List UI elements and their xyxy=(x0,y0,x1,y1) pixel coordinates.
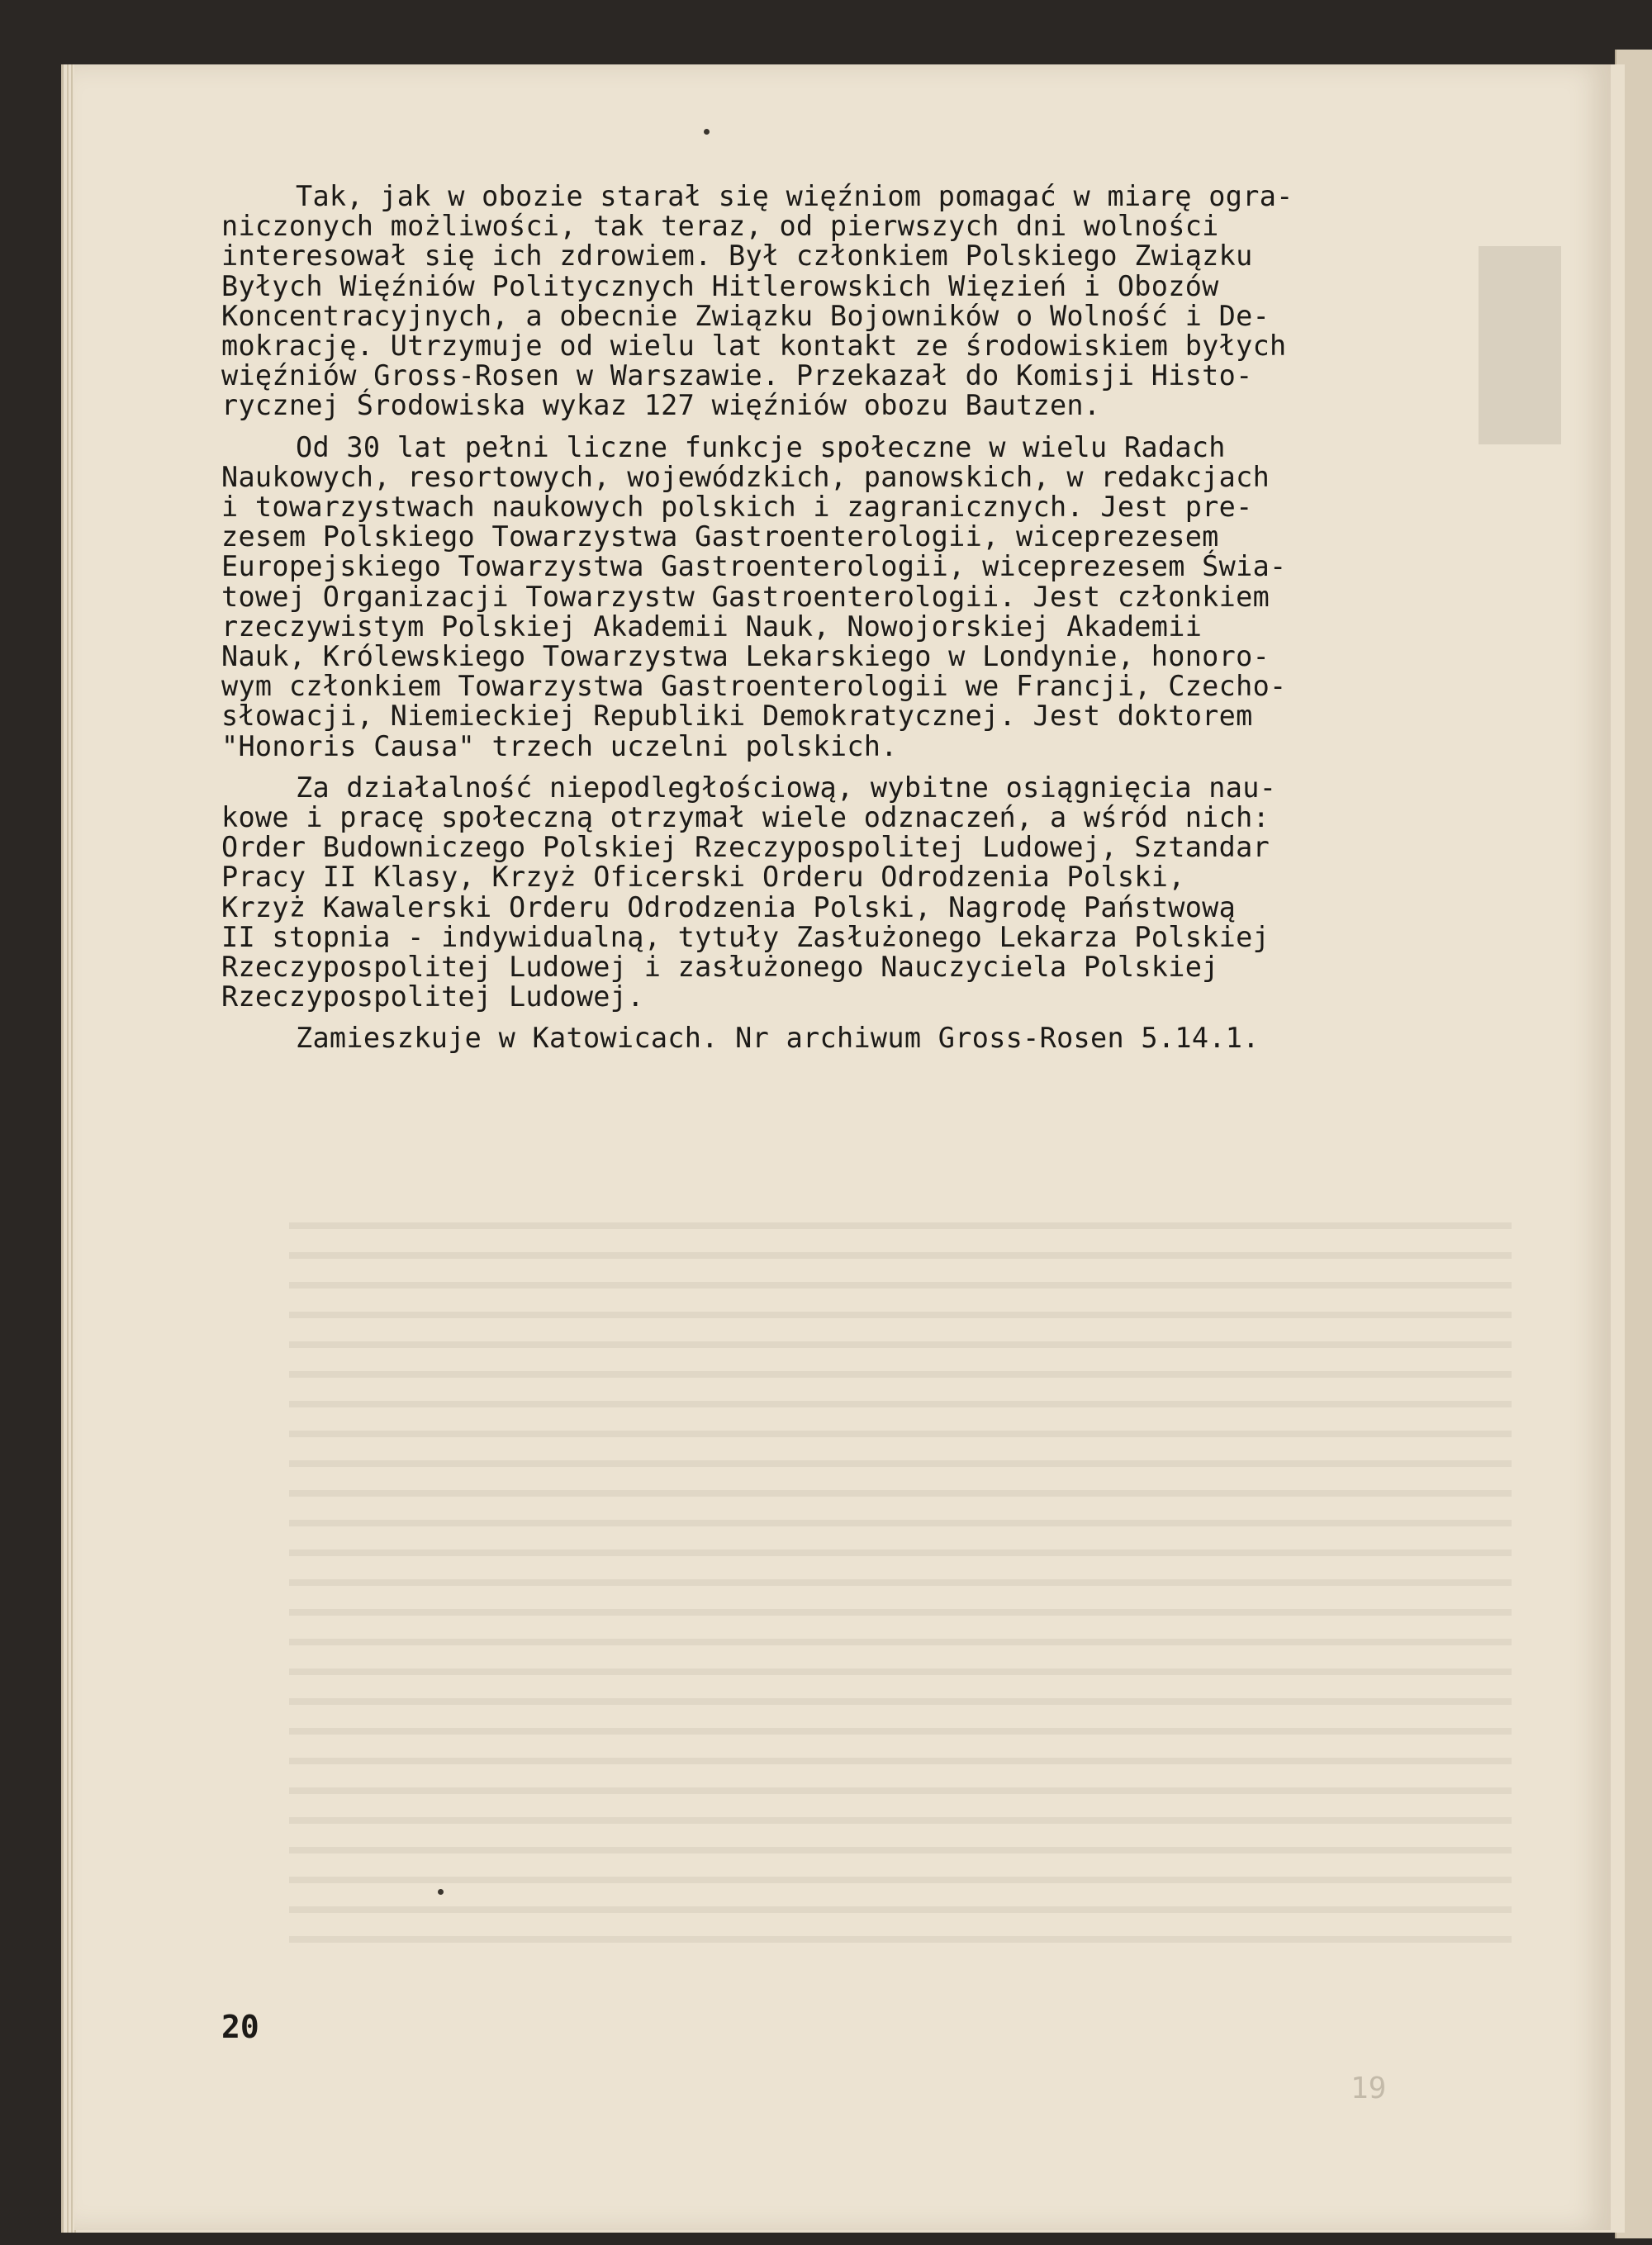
text-line: więźniów Gross-Rosen w Warszawie. Przekazał do Komisji Histo- xyxy=(221,359,1253,392)
text-line: Krzyż Kawalerski Orderu Odrodzenia Polski, Nagrodę Państwową xyxy=(221,890,1237,923)
ink-speck xyxy=(438,1889,444,1895)
text-line: Koncentracyjnych, a obecnie Związku Bojowników o Wolność i De- xyxy=(221,299,1270,332)
text-line: Od 30 lat pełni liczne funkcje społeczne w wielu Radach xyxy=(296,430,1226,463)
text-line: Byłych Więźniów Politycznych Hitlerowskich Więzień i Obozów xyxy=(221,269,1219,302)
text-line: niczonych możliwości, tak teraz, od pierwszych dni wolności xyxy=(221,210,1219,243)
text-line: rycznej Środowiska wykaz 127 więźniów obozu Bautzen. xyxy=(221,389,1101,422)
page-number: 20 xyxy=(221,2009,259,2045)
text-line: i towarzystwach naukowych polskich i zagranicznych. Jest pre- xyxy=(221,491,1253,524)
text-line: Naukowych, resortowych, wojewódzkich, panowskich, w redakcjach xyxy=(221,460,1270,493)
text-line: Rzeczypospolitej Ludowej i zasłużonego Nauczyciela Polskiej xyxy=(221,951,1219,984)
paragraph-3 xyxy=(221,773,1427,1013)
text-line: towej Organizacji Towarzystw Gastroenterologii. Jest członkiem xyxy=(221,580,1270,613)
text-line: zesem Polskiego Towarzystwa Gastroenterologii, wiceprezesem xyxy=(221,520,1219,553)
text-line: Tak, jak w obozie starał się więźniom pomagać w miarę ogra- xyxy=(296,180,1294,212)
text-line: słowacji, Niemieckiej Republiki Demokratycznej. Jest doktorem xyxy=(221,700,1253,733)
ink-speck xyxy=(704,129,710,135)
text-line: Pracy II Klasy, Krzyż Oficerski Orderu Odrodzenia Polski, xyxy=(221,861,1185,894)
text-line: "Honoris Causa" trzech uczelni polskich. xyxy=(221,729,898,762)
text-line: interesował się ich zdrowiem. Był członkiem Polskiego Związku xyxy=(221,240,1253,273)
paragraph-4 xyxy=(221,1023,1427,1053)
text-line: Rzeczypospolitej Ludowej. xyxy=(221,980,644,1013)
paragraph-1 xyxy=(221,182,1427,421)
bleed-through-text xyxy=(289,1204,1512,1948)
page-edge-line xyxy=(71,64,73,2233)
page-edge-line xyxy=(67,64,69,2233)
bleed-through-page-number: 19 xyxy=(1351,2072,1387,2105)
text-line: rzeczywistym Polskiej Akademii Nauk, Nowojorskiej Akademii xyxy=(221,610,1203,643)
text-line: Zamieszkuje w Katowicach. Nr archiwum Gross-Rosen 5.14.1. xyxy=(296,1022,1260,1055)
body-text xyxy=(221,182,1427,1066)
text-line: II stopnia - indywidualną, tytuły Zasłużonego Lekarza Polskiej xyxy=(221,920,1270,953)
text-line: Europejskiego Towarzystwa Gastroenterologii, wiceprezesem Świa- xyxy=(221,550,1287,583)
text-line: wym członkiem Towarzystwa Gastroenterologii we Francji, Czecho- xyxy=(221,670,1287,703)
paragraph-2 xyxy=(221,430,1427,762)
text-line: Za działalność niepodległościową, wybitne osiągnięcia nau- xyxy=(296,771,1277,804)
text-line: kowe i pracę społeczną otrzymał wiele odznaczeń, a wśród nich: xyxy=(221,801,1270,834)
bleed-through-photo xyxy=(1479,246,1561,444)
text-line: mokrację. Utrzymuje od wielu lat kontakt ze środowiskiem byłych xyxy=(221,330,1287,363)
text-line: Order Budowniczego Polskiej Rzeczypospolitej Ludowej, Sztandar xyxy=(221,831,1270,864)
text-line: Nauk, Królewskiego Towarzystwa Lekarskiego w Londynie, honoro- xyxy=(221,640,1270,673)
